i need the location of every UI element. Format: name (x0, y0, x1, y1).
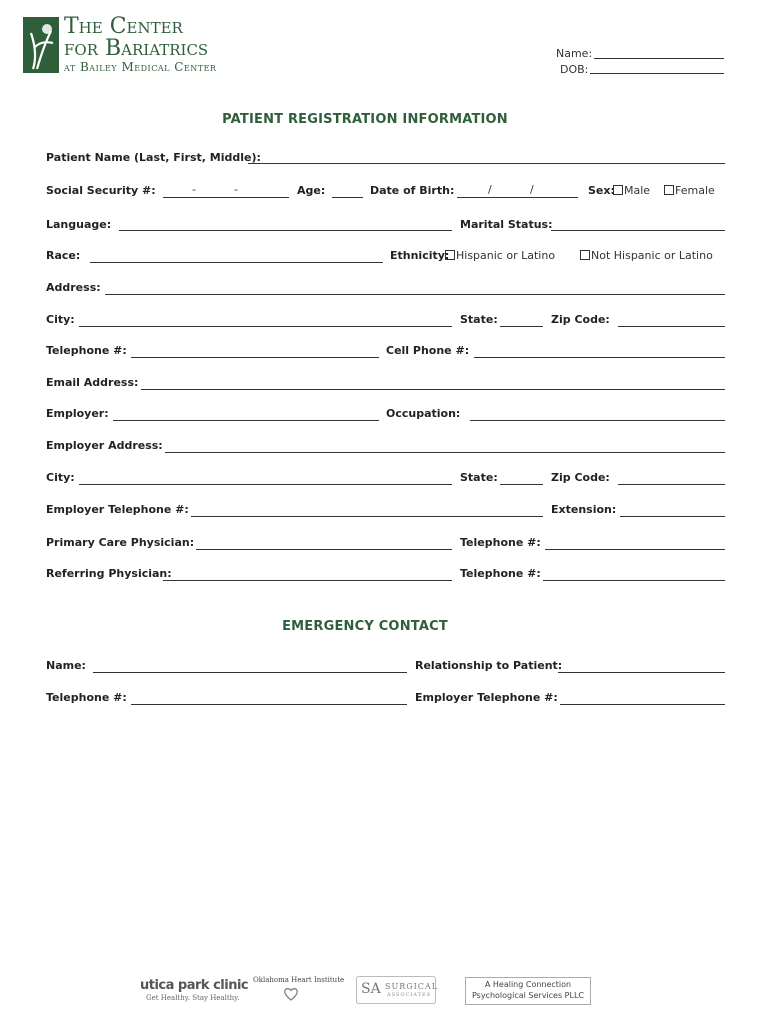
pcp-phone-field[interactable] (545, 549, 725, 550)
sex-label: Sex: (588, 184, 615, 197)
employer-zip-field[interactable] (618, 484, 725, 485)
pcp-label: Primary Care Physician: (46, 536, 195, 549)
dob-label: Date of Birth: (370, 184, 455, 197)
state-label: State: (460, 313, 498, 326)
surgical-monogram-icon: SA (361, 981, 381, 997)
emergency-name-label: Name: (46, 659, 86, 672)
sex-male-label: Male (624, 184, 651, 197)
patient-name-label: Patient Name (Last, First, Middle): (46, 151, 261, 164)
header-name-label: Name: (556, 47, 593, 60)
dob-separator: / (530, 183, 534, 196)
employer-address-field[interactable] (165, 452, 725, 453)
ssn-field[interactable] (163, 197, 289, 198)
city-label: City: (46, 313, 75, 326)
address-field[interactable] (105, 294, 725, 295)
ssn-separator: - (192, 183, 196, 196)
employer-zip-label: Zip Code: (551, 471, 610, 484)
healing-line2: Psychological Services PLLC (471, 991, 585, 1000)
pcp-phone-label: Telephone #: (460, 536, 541, 549)
zip-label: Zip Code: (551, 313, 610, 326)
emergency-phone-label: Telephone #: (46, 691, 127, 704)
utica-logo: utica park clinic (140, 978, 249, 993)
checkbox-icon[interactable] (580, 250, 590, 260)
logo-subtitle: at Bailey Medical Center (64, 60, 217, 74)
header-dob-label: DOB: (560, 63, 589, 76)
cell-label: Cell Phone #: (386, 344, 470, 357)
header-name-field[interactable] (594, 58, 724, 59)
language-field[interactable] (119, 230, 452, 231)
hispanic-option[interactable] (445, 249, 555, 263)
marital-field[interactable] (551, 230, 725, 231)
ethnicity-label: Ethnicity: (390, 249, 450, 262)
email-field[interactable] (141, 389, 725, 390)
emergency-phone-field[interactable] (131, 704, 407, 705)
surgical-sub: ASSOCIATES (387, 992, 432, 998)
employer-city-field[interactable] (79, 484, 452, 485)
checkbox-icon[interactable] (445, 250, 455, 260)
extension-label: Extension: (551, 503, 617, 516)
surgical-logo (356, 976, 439, 1004)
emergency-title: EMERGENCY CONTACT (282, 619, 448, 634)
hispanic-label: Hispanic or Latino (456, 249, 556, 262)
language-label: Language: (46, 218, 112, 231)
surgical-name: SURGICAL (385, 982, 439, 991)
relationship-field[interactable] (558, 672, 725, 673)
employer-city-label: City: (46, 471, 75, 484)
race-field[interactable] (90, 262, 383, 263)
patient-name-field[interactable] (248, 163, 725, 164)
ssn-separator: - (234, 183, 238, 196)
employer-field[interactable] (113, 420, 379, 421)
state-field[interactable] (500, 326, 543, 327)
city-field[interactable] (79, 326, 452, 327)
logo-title-line2: for Bariatrics (64, 36, 209, 61)
occupation-label: Occupation: (386, 407, 461, 420)
telephone-field[interactable] (131, 357, 379, 358)
not-hispanic-label: Not Hispanic or Latino (591, 249, 713, 262)
registration-title: PATIENT REGISTRATION INFORMATION (222, 112, 508, 127)
header-dob-field[interactable] (590, 73, 724, 74)
not-hispanic-option[interactable] (580, 249, 713, 263)
employer-state-field[interactable] (500, 484, 543, 485)
referring-phone-label: Telephone #: (460, 567, 541, 580)
age-label: Age: (297, 184, 326, 197)
referring-label: Referring Physician: (46, 567, 172, 580)
race-label: Race: (46, 249, 81, 262)
employer-state-label: State: (460, 471, 498, 484)
employer-phone-label: Employer Telephone #: (46, 503, 189, 516)
referring-field[interactable] (163, 580, 452, 581)
sex-male-option[interactable] (613, 184, 650, 198)
sex-female-label: Female (675, 184, 715, 197)
checkbox-icon[interactable] (613, 185, 623, 195)
referring-phone-field[interactable] (543, 580, 725, 581)
logo-mark-icon (23, 17, 59, 73)
healing-line1: A Healing Connection (484, 980, 572, 989)
occupation-field[interactable] (470, 420, 725, 421)
employer-phone-field[interactable] (191, 516, 543, 517)
checkbox-icon[interactable] (664, 185, 674, 195)
dob-field[interactable] (457, 197, 578, 198)
emergency-employer-phone-label: Employer Telephone #: (415, 691, 558, 704)
employer-label: Employer: (46, 407, 109, 420)
zip-field[interactable] (618, 326, 725, 327)
extension-field[interactable] (620, 516, 725, 517)
heart-logo-icon (283, 986, 299, 1002)
healing-connection-logo (465, 977, 591, 1005)
logo-title-line1: The Center (64, 14, 183, 39)
ssn-label: Social Security #: (46, 184, 156, 197)
utica-tagline: Get Healthy. Stay Healthy. (146, 994, 240, 1002)
address-label: Address: (46, 281, 101, 294)
marital-label: Marital Status: (460, 218, 553, 231)
cell-field[interactable] (474, 357, 725, 358)
ohi-name: Oklahoma Heart Institute (253, 976, 345, 984)
email-label: Email Address: (46, 376, 139, 389)
emergency-name-field[interactable] (93, 672, 407, 673)
sex-female-option[interactable] (664, 184, 715, 198)
employer-address-label: Employer Address: (46, 439, 163, 452)
dob-separator: / (488, 183, 492, 196)
age-field[interactable] (332, 197, 363, 198)
pcp-field[interactable] (196, 549, 452, 550)
emergency-employer-phone-field[interactable] (560, 704, 725, 705)
relationship-label: Relationship to Patient: (415, 659, 563, 672)
telephone-label: Telephone #: (46, 344, 127, 357)
